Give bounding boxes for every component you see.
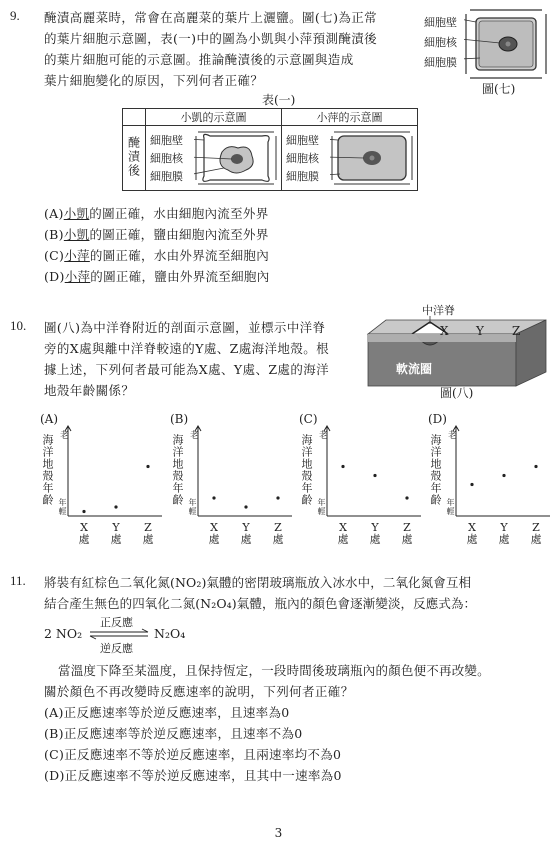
fig8-point-z: Z <box>512 324 521 338</box>
x-tick-label: X 處 <box>466 521 478 546</box>
q9-option-b-text: 的圖正確，鹽由細胞內流至外界 <box>89 227 269 242</box>
fig7-label-nucleus: 細胞核 <box>424 36 457 49</box>
fig7-label-wall: 細胞壁 <box>424 16 457 29</box>
q9-option-a-text: 的圖正確，水由細胞內流至外界 <box>89 206 269 221</box>
table1-header-kai: 小凱的示意圖 <box>146 109 282 126</box>
fig8-caption: 圖(八) <box>440 386 474 400</box>
fig8-point-x: X <box>440 324 449 338</box>
graph-option-a[interactable] <box>40 412 165 546</box>
q10-line-2: 旁的X處與離中洋脊較遠的Y處、Z處海洋地殼。根 <box>44 341 330 356</box>
eq-forward-label: 正反應 <box>100 616 133 629</box>
kai-label-wall: 細胞壁 <box>150 134 183 147</box>
q9-option-d-label: (D) <box>44 269 65 284</box>
q11-line-2: 結合產生無色的四氧化二氮(N₂O₄)氣體，瓶內的顏色會逐漸變淡，反應式為： <box>44 596 477 611</box>
table1-row-header <box>123 126 146 191</box>
x-tick-label: Z 處 <box>530 521 542 546</box>
graph-old-label: 老 <box>60 431 70 441</box>
x-tick-label: X 處 <box>78 521 90 546</box>
kai-cell-drawing <box>194 128 278 188</box>
q9-option-a[interactable] <box>44 204 269 222</box>
graph-old-label: 老 <box>448 431 458 441</box>
q9-option-d-text: 的圖正確，鹽由外界流至細胞內 <box>90 269 270 284</box>
eq-arrows <box>88 628 152 640</box>
kai-label-membrane: 細胞膜 <box>150 170 183 183</box>
x-tick-label: Z 處 <box>272 521 284 546</box>
ping-label-wall: 細胞壁 <box>286 134 319 147</box>
q11-equation <box>44 614 244 654</box>
graph-label: (B) <box>170 412 189 426</box>
q9-option-a-name: 小凱 <box>63 206 90 221</box>
data-point-X處 <box>82 510 85 513</box>
fig7-cell-drawing <box>464 8 550 80</box>
q11-line-1: 將裝有紅棕色二氧化氮(NO₂)氣體的密閉玻璃瓶放入冰水中，二氧化氮會互相 <box>44 575 472 590</box>
data-point-X處 <box>470 483 473 486</box>
graph-option-c[interactable] <box>299 412 424 546</box>
ping-cell-drawing <box>330 128 414 188</box>
q11-option-c[interactable]: (C)正反應速率不等於逆反應速率，且兩速率均不為0 <box>44 747 342 762</box>
data-point-Z處 <box>534 465 537 468</box>
q9-option-d-name: 小萍 <box>64 269 91 284</box>
data-point-Z處 <box>146 465 149 468</box>
data-point-Y處 <box>244 505 247 508</box>
q11-option-b[interactable]: (B)正反應速率等於逆反應速率，且速率不為0 <box>44 726 303 741</box>
q10-line-3: 據上述，下列何者最可能為X處、Y處、Z處的海洋 <box>44 362 330 377</box>
graph-label: (C) <box>299 412 318 426</box>
q11-line-3: 當溫度下降至某溫度，且保持恆定，一段時間後玻璃瓶內的顏色便不再改變。 <box>58 663 490 678</box>
x-tick-label: Y 處 <box>369 521 381 546</box>
graph-axes <box>40 412 165 522</box>
figure-7 <box>420 8 550 98</box>
q11-number: 11. <box>10 573 26 588</box>
graph-old-label: 老 <box>190 431 200 441</box>
graph-young-label: 年輕 <box>58 498 67 516</box>
q9-line-2-text: 的葉片細胞示意圖，表(一)中的圖為小凱與小萍預測醃漬後 <box>44 31 378 46</box>
table1-row-header-text: 醃漬後 <box>126 135 141 178</box>
fig8-title: 中洋脊 <box>422 304 455 317</box>
data-point-Y處 <box>373 474 376 477</box>
table-1 <box>122 108 418 191</box>
data-point-Y處 <box>502 474 505 477</box>
eq-reverse-label: 逆反應 <box>100 642 133 655</box>
q11-option-d[interactable]: (D)正反應速率不等於逆反應速率，且其中一速率為0 <box>44 768 342 783</box>
table1-corner <box>123 109 146 126</box>
graph-label: (A) <box>40 412 59 426</box>
q10-line-1: 圖(八)為中洋脊附近的剖面示意圖，並標示中洋脊 <box>44 320 326 335</box>
q9-line-1: 醃漬高麗菜時，常會在高麗菜的葉片上灑鹽。圖(七)為正常 <box>44 10 378 25</box>
q9-option-c-name: 小萍 <box>64 248 90 263</box>
fig7-label-membrane: 細胞膜 <box>424 56 457 69</box>
eq-left: 2 NO₂ <box>44 626 83 641</box>
graph-y-axis-label: 海洋地殼年齡 <box>300 434 313 506</box>
graph-axes <box>299 412 424 522</box>
graph-y-axis-label: 海洋地殼年齡 <box>171 434 184 506</box>
q9-option-c-label: (C) <box>44 248 65 263</box>
graph-young-label: 年輕 <box>188 498 197 516</box>
x-tick-label: Z 處 <box>401 521 413 546</box>
data-point-Z處 <box>405 496 408 499</box>
fig8-inner-label: 軟流圈 <box>396 362 433 376</box>
graph-axes <box>428 412 553 522</box>
kai-label-nucleus: 細胞核 <box>150 152 183 165</box>
table1-cell-kai <box>146 126 282 191</box>
table1-header-ping: 小萍的示意圖 <box>282 109 418 126</box>
fig8-point-y: Y <box>476 324 484 338</box>
q9-option-b-label: (B) <box>44 227 64 242</box>
data-point-Y處 <box>114 505 117 508</box>
graph-y-axis-label: 海洋地殼年齡 <box>429 434 442 506</box>
q11-option-a[interactable]: (A)正反應速率等於逆反應速率，且速率為0 <box>44 705 290 720</box>
q11-line-4: 關於顏色不再改變時反應速率的說明，下列何者正確？ <box>44 684 354 699</box>
q10-number: 10. <box>10 318 27 333</box>
q9-line-3: 的葉片細胞可能的示意圖。推論醃漬後的示意圖與造成 <box>44 52 354 67</box>
q10-line-4: 地殼年齡關係？ <box>44 383 135 398</box>
fig8-drawing <box>366 316 551 388</box>
graph-y-axis-label: 海洋地殼年齡 <box>41 434 54 506</box>
table1-cell-ping <box>282 126 418 191</box>
q9-option-b-name: 小凱 <box>63 227 90 242</box>
data-point-X處 <box>341 465 344 468</box>
x-tick-label: Z 處 <box>142 521 154 546</box>
table1-caption: 表(一) <box>262 93 296 107</box>
ping-label-nucleus: 細胞核 <box>286 152 319 165</box>
ping-label-membrane: 細胞膜 <box>286 170 319 183</box>
x-tick-label: Y 處 <box>110 521 122 546</box>
graph-old-label: 老 <box>319 431 329 441</box>
page-number: 3 <box>274 826 283 840</box>
graph-option-b[interactable] <box>170 412 295 546</box>
q9-option-c[interactable] <box>44 246 269 264</box>
q9-number: 9. <box>10 8 20 23</box>
eq-right: N₂O₄ <box>154 626 186 641</box>
fig7-caption: 圖(七) <box>482 82 516 96</box>
q9-line-4: 葉片細胞變化的原因，下列何者正確？ <box>44 73 264 88</box>
graph-axes <box>170 412 295 522</box>
x-tick-label: Y 處 <box>498 521 510 546</box>
graph-label: (D) <box>428 412 447 426</box>
data-point-X處 <box>212 496 215 499</box>
q9-option-a-label: (A) <box>44 206 64 221</box>
q9-option-c-text: 的圖正確，水由外界流至細胞內 <box>89 248 270 263</box>
graph-young-label: 年輕 <box>317 498 326 516</box>
figure-8 <box>366 300 551 404</box>
q9-option-d[interactable] <box>44 267 270 285</box>
x-tick-label: X 處 <box>337 521 349 546</box>
x-tick-label: X 處 <box>208 521 220 546</box>
q9-option-b[interactable] <box>44 225 269 243</box>
graph-young-label: 年輕 <box>446 498 455 516</box>
graph-option-d[interactable] <box>428 412 553 546</box>
x-tick-label: Y 處 <box>240 521 252 546</box>
data-point-Z處 <box>276 496 279 499</box>
q9-line-2 <box>44 29 377 47</box>
